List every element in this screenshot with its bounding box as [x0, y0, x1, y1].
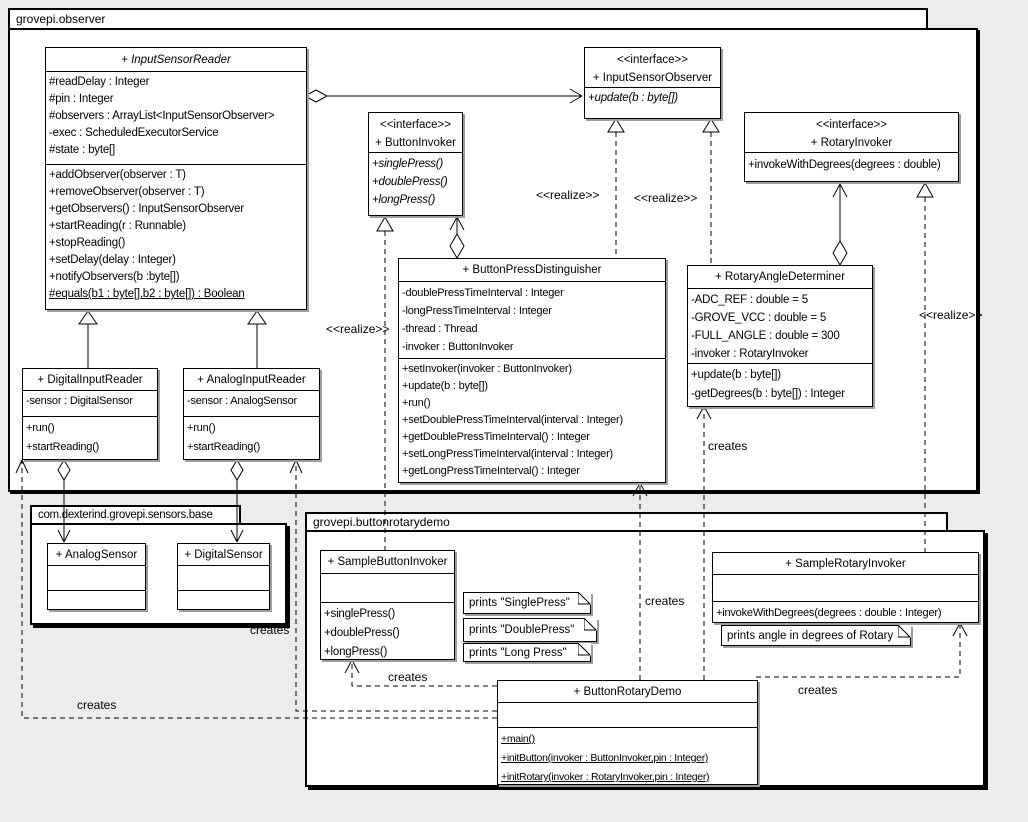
- member-row: +startReading(r : Runnable): [49, 220, 186, 232]
- note-text: prints "Long Press": [469, 646, 567, 659]
- methods-compartment: [585, 88, 720, 118]
- attributes-compartment: [23, 391, 157, 417]
- methods-compartment: [184, 417, 319, 459]
- class-title: + ButtonRotaryDemo: [498, 681, 757, 703]
- class-title: + ButtonPressDistinguisher: [399, 259, 665, 282]
- member-row: +setInvoker(invoker : ButtonInvoker): [402, 363, 572, 375]
- interface-header: [585, 48, 720, 88]
- class-sample-button-invoker: [320, 550, 455, 660]
- member-row: +main(): [501, 733, 535, 745]
- class-title: + AnalogInputReader: [184, 369, 319, 391]
- member-row: #readDelay : Integer: [49, 76, 150, 88]
- edge-label-creates: creates: [388, 670, 428, 684]
- edge-label-realize: <<realize>>: [536, 188, 600, 202]
- member-row: +startReading(): [26, 441, 100, 453]
- note-text: prints angle in degrees of Rotary: [727, 629, 894, 642]
- member-row: +doublePress(): [372, 176, 448, 188]
- edge-creates-demo-distinguisher: [633, 483, 647, 680]
- methods-compartment: [48, 591, 145, 609]
- member-row: +initRotary(invoker : RotaryInvoker,pin : Integer): [501, 771, 710, 783]
- member-row: +notifyObservers(b :byte[]): [49, 271, 180, 283]
- methods-compartment: [369, 153, 462, 215]
- member-row: -sensor : AnalogSensor: [187, 395, 297, 407]
- interface-header: [369, 113, 462, 153]
- stereotype: <<interface>>: [380, 119, 451, 131]
- interface-input-sensor-observer: [584, 47, 721, 119]
- member-row: -exec : ScheduledExecutorService: [49, 127, 219, 139]
- member-row: -GROVE_VCC : double = 5: [691, 312, 827, 324]
- edge-aggregation-reader-observer: [305, 89, 582, 103]
- member-row: +longPress(): [372, 194, 436, 206]
- edge-aggregation-determiner-rotaryinvoker: [833, 184, 847, 265]
- member-row: #equals(b1 : byte[],b2 : byte[]) : Boolean: [49, 288, 245, 300]
- member-row: +update(b : byte[]): [402, 380, 488, 392]
- note-fold-icon: [898, 625, 911, 638]
- edge-label-creates: creates: [708, 439, 748, 453]
- member-row: #observers : ArrayList<InputSensorObserver>: [49, 110, 275, 122]
- member-row: -doublePressTimeInterval : Integer: [402, 287, 564, 299]
- note-text: prints "DoublePress": [469, 624, 575, 636]
- member-row: +setLongPressTimeInterval(interval : Integer): [402, 448, 613, 460]
- class-digital-input-reader: [22, 368, 158, 460]
- package-title: com.dexterind.grovepi.sensors.base: [38, 509, 213, 521]
- class-title: + InputSensorObserver: [592, 72, 713, 84]
- attributes-compartment: [48, 566, 145, 591]
- note-prints-rotary-angle: [721, 625, 911, 646]
- class-button-rotary-demo: [497, 680, 758, 785]
- edge-generalization-digitalinputreader: [79, 311, 97, 368]
- member-row: +run(): [26, 422, 55, 434]
- edge-aggregation-analogreader-sensor: [231, 460, 243, 542]
- edge-realize-distinguisher-observer: [608, 119, 624, 258]
- attributes-compartment: [178, 566, 269, 591]
- edge-realize-samplebutton-buttoninvoker: [377, 217, 393, 550]
- note-fold-icon: [584, 618, 597, 631]
- methods-compartment: [23, 417, 157, 459]
- interface-button-invoker: [368, 112, 463, 216]
- member-row: -invoker : ButtonInvoker: [402, 341, 514, 353]
- package-title: grovepi.buttonrotarydemo: [313, 515, 450, 529]
- member-row: +singlePress(): [372, 158, 444, 170]
- class-title: + ButtonInvoker: [375, 137, 456, 149]
- member-row: +getLongPressTimeInterval() : Integer: [402, 465, 580, 477]
- edge-realize-samplerotary-rotaryinvoker: [917, 183, 933, 552]
- attributes-compartment: [184, 391, 319, 417]
- edge-realize-determiner-observer: [703, 119, 719, 265]
- member-row: #state : byte[]: [49, 144, 116, 156]
- class-button-press-distinguisher: [398, 258, 666, 483]
- member-row: +setDoublePressTimeInterval(interval : Integer): [402, 414, 623, 426]
- methods-compartment: [713, 602, 978, 622]
- member-row: #pin : Integer: [49, 93, 114, 105]
- methods-compartment: [321, 603, 454, 659]
- class-analog-input-reader: [183, 368, 320, 460]
- member-row: -thread : Thread: [402, 323, 478, 335]
- methods-compartment: [399, 359, 665, 482]
- member-row: -getDegrees(b : byte[]) : Integer: [691, 388, 845, 400]
- class-title: + AnalogSensor: [48, 544, 145, 566]
- class-title: + InputSensorReader: [46, 48, 306, 72]
- note-text: prints "SinglePress": [469, 597, 570, 609]
- edge-generalization-analoginputreader: [248, 311, 266, 368]
- attributes-compartment: [713, 575, 978, 602]
- note-prints-longpress: [463, 643, 591, 662]
- member-row: +invokeWithDegrees(degrees : double): [748, 159, 941, 171]
- member-row: +run(): [187, 422, 216, 434]
- edge-label-creates: creates: [798, 683, 838, 697]
- member-row: +invokeWithDegrees(degrees : double : Integer): [716, 607, 942, 619]
- member-row: +update(b : byte[]): [588, 92, 678, 104]
- methods-compartment: [498, 728, 757, 784]
- edge-aggregation-digitalreader-sensor: [58, 460, 70, 542]
- attributes-compartment: [688, 289, 872, 364]
- edge-label-creates: creates: [77, 698, 117, 712]
- class-analog-sensor: [47, 543, 146, 610]
- class-title: + DigitalSensor: [178, 544, 269, 566]
- member-row: +update(b : byte[]): [691, 369, 781, 381]
- class-digital-sensor: [177, 543, 270, 610]
- member-row: +initButton(invoker : ButtonInvoker,pin : Integer): [501, 752, 709, 764]
- edge-label-realize: <<realize>>: [919, 308, 983, 322]
- class-input-sensor-reader: [45, 47, 307, 310]
- member-row: +doublePress(): [324, 627, 400, 639]
- member-row: -sensor : DigitalSensor: [26, 395, 133, 407]
- class-title: + DigitalInputReader: [23, 369, 157, 391]
- member-row: -FULL_ANGLE : double = 300: [691, 330, 840, 342]
- methods-compartment: [688, 364, 872, 406]
- member-row: -longPressTimeInterval : Integer: [402, 305, 552, 317]
- class-title: + RotaryAngleDeterminer: [688, 266, 872, 289]
- attributes-compartment: [399, 282, 665, 359]
- edge-label-creates: creates: [645, 594, 685, 608]
- class-sample-rotary-invoker: [712, 552, 979, 623]
- note-fold-icon: [578, 592, 591, 605]
- class-title: + SampleButtonInvoker: [321, 551, 454, 574]
- attributes-compartment: [498, 703, 757, 728]
- member-row: +setDelay(delay : Integer): [49, 254, 176, 266]
- member-row: -ADC_REF : double = 5: [691, 294, 808, 306]
- interface-rotary-invoker: [744, 112, 959, 182]
- edge-label-creates: creates: [250, 623, 290, 637]
- class-title: + SampleRotaryInvoker: [713, 553, 978, 575]
- stereotype: <<interface>>: [617, 54, 688, 66]
- class-title: + RotaryInvoker: [810, 137, 893, 149]
- member-row: +getObservers() : InputSensorObserver: [49, 203, 244, 215]
- member-row: +getDoublePressTimeInterval() : Integer: [402, 431, 590, 443]
- member-row: +run(): [402, 397, 431, 409]
- member-row: +singlePress(): [324, 608, 396, 620]
- attributes-compartment: [46, 72, 306, 165]
- member-row: +stopReading(): [49, 237, 126, 249]
- member-row: +addObserver(observer : T): [49, 169, 186, 181]
- edge-label-realize: <<realize>>: [326, 322, 390, 336]
- stereotype: <<interface>>: [816, 119, 887, 131]
- methods-compartment: [178, 591, 269, 609]
- note-fold-icon: [578, 643, 591, 656]
- package-title: grovepi.observer: [16, 12, 106, 26]
- member-row: +startReading(): [187, 441, 261, 453]
- edge-aggregation-distinguisher-buttoninvoker: [450, 217, 464, 258]
- interface-header: [745, 113, 958, 153]
- member-row: +removeObserver(observer : T): [49, 186, 205, 198]
- member-row: -invoker : RotaryInvoker: [691, 348, 809, 360]
- note-prints-singlepress: [463, 592, 591, 614]
- edge-label-realize: <<realize>>: [634, 191, 698, 205]
- methods-compartment: [46, 165, 306, 309]
- member-row: +longPress(): [324, 646, 388, 658]
- note-prints-doublepress: [463, 618, 597, 642]
- attributes-compartment: [321, 574, 454, 603]
- methods-compartment: [745, 153, 958, 181]
- class-rotary-angle-determiner: [687, 265, 873, 407]
